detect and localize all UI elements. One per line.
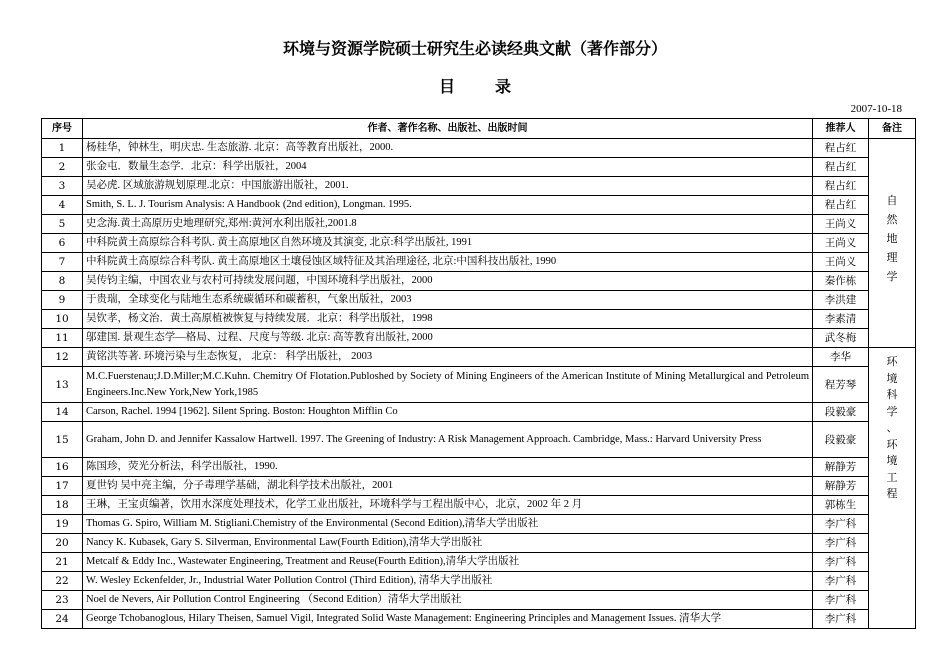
table-row: [42, 496, 916, 515]
row-citation: 吴传钧主编，中国农业与农村可持续发展问题，中国环境科学出版社，2000: [83, 272, 813, 291]
note-char: 程: [886, 487, 898, 500]
document-title: 环境与资源学院硕士研究生必读经典文献（著作部分）: [282, 39, 667, 58]
literature-table: [41, 118, 916, 629]
table-row: [42, 515, 916, 534]
row-number: 20: [42, 534, 83, 553]
table-header-row: [42, 119, 916, 139]
row-recommender: 段毅豪: [813, 403, 869, 422]
note-environmental-science: [869, 348, 916, 629]
row-recommender: 李洪建: [813, 291, 869, 310]
document-date: 2007-10-18: [850, 103, 902, 115]
row-recommender: 武冬梅: [813, 329, 869, 348]
note-char: 地: [886, 232, 898, 245]
row-citation: 中科院黄土高原综合科考队. 黄土高原地区自然环境及其演变, 北京:科学出版社, 1991: [83, 234, 813, 253]
table-row: [42, 291, 916, 310]
row-citation: 吴钦孝，杨文治．黄土高原植被恢复与持续发展．北京：科学出版社，1998: [83, 310, 813, 329]
header-content: 作者、著作名称、出版社、出版时间: [83, 119, 813, 139]
row-number: 10: [42, 310, 83, 329]
row-number: 2: [42, 158, 83, 177]
note-char: 科: [886, 388, 898, 401]
row-recommender: 李广科: [813, 553, 869, 572]
document-subtitle: 目录: [438, 77, 551, 96]
table-row: [42, 367, 916, 403]
row-number: 5: [42, 215, 83, 234]
table-row: [42, 329, 916, 348]
row-recommender: 李广科: [813, 572, 869, 591]
row-number: 3: [42, 177, 83, 196]
note-char: 学: [886, 270, 898, 283]
row-number: 6: [42, 234, 83, 253]
note-char: 然: [886, 213, 898, 226]
row-number: 17: [42, 477, 83, 496]
row-recommender: 李广科: [813, 515, 869, 534]
note-char: 环: [886, 355, 898, 368]
row-citation: Nancy K. Kubasek, Gary S. Silverman, Environmental Law(Fourth Edition),清华大学出版社: [83, 534, 813, 553]
note-char: 环: [886, 437, 898, 451]
row-number: 4: [42, 196, 83, 215]
row-recommender: 李广科: [813, 591, 869, 610]
table-row: [42, 422, 916, 458]
row-recommender: 李广科: [813, 610, 869, 629]
table-row: [42, 215, 916, 234]
note-char: 工: [886, 470, 898, 484]
row-citation: Metcalf & Eddy Inc., Wastewater Engineering, Treatment and Reuse(Fourth Edition),清华大学出版社: [83, 553, 813, 572]
row-citation: Carson, Rachel. 1994 [1962]. Silent Spring. Boston: Houghton Mifflin Co: [83, 403, 813, 422]
row-recommender: 李广科: [813, 534, 869, 553]
row-recommender: 程占红: [813, 158, 869, 177]
row-citation: George Tchobanoglous, Hilary Theisen, Samuel Vigil, Integrated Solid Waste Management: Engineering Principles and Management Issues. 清华大学: [83, 610, 813, 629]
row-number: 8: [42, 272, 83, 291]
row-recommender: 李素清: [813, 310, 869, 329]
row-recommender: 程占红: [813, 177, 869, 196]
row-citation: Noel de Nevers, Air Pollution Control Engineering （Second Edition）清华大学出版社: [83, 591, 813, 610]
table-row: [42, 591, 916, 610]
row-citation: Thomas G. Spiro, William M. Stigliani.Chemistry of the Environmental (Second Edition),清华大学出版社: [83, 515, 813, 534]
row-citation: 史念海.黄土高原历史地理研究,郑州:黄河水利出版社,2001.8: [83, 215, 813, 234]
row-citation: 夏世钧 吴中亮主编，分子毒理学基础，湖北科学技术出版社，2001: [83, 477, 813, 496]
table-row: [42, 177, 916, 196]
row-citation: 中科院黄土高原综合科考队. 黄土高原地区土壤侵蚀区域特征及其治理途径, 北京:中国科技出版社, 1990: [83, 253, 813, 272]
row-number: 7: [42, 253, 83, 272]
table-row: [42, 572, 916, 591]
row-number: 11: [42, 329, 83, 348]
row-citation: 杨桂华，钟林生，明庆忠. 生态旅游. 北京：高等教育出版社，2000.: [83, 139, 813, 158]
row-recommender: 段毅豪: [813, 422, 869, 458]
table-row: [42, 458, 916, 477]
row-recommender: 解静芳: [813, 477, 869, 496]
table-row: [42, 477, 916, 496]
note-char: 、: [886, 421, 898, 434]
table-row: [42, 158, 916, 177]
note-char: 学: [886, 404, 898, 418]
row-recommender: 解静芳: [813, 458, 869, 477]
table-body: [42, 139, 916, 629]
note-physical-geography: [869, 139, 916, 348]
row-recommender: 李华: [813, 348, 869, 367]
row-number: 16: [42, 458, 83, 477]
table-row: [42, 139, 916, 158]
note-char: 境: [886, 371, 898, 385]
row-recommender: 王尚义: [813, 234, 869, 253]
row-citation: Graham, John D. and Jennifer Kassalow Hartwell. 1997. The Greening of Industry: A Risk Management Approach. Cambridge, Mass.: Harvard University Press: [83, 422, 813, 458]
row-number: 15: [42, 422, 83, 458]
row-number: 9: [42, 291, 83, 310]
table-row: [42, 234, 916, 253]
header-num: 序号: [42, 119, 83, 139]
row-recommender: 郭栋生: [813, 496, 869, 515]
table-row: [42, 553, 916, 572]
row-number: 21: [42, 553, 83, 572]
row-number: 22: [42, 572, 83, 591]
row-number: 12: [42, 348, 83, 367]
header-recommender: 推荐人: [813, 119, 869, 139]
row-recommender: 秦作栋: [813, 272, 869, 291]
row-citation: 王琳，王宝贞编著，饮用水深度处理技术，化学工业出版社，环境科学与工程出版中心，北京，2002 年 2 月: [83, 496, 813, 515]
table-row: [42, 196, 916, 215]
note-char: 境: [886, 454, 898, 467]
row-recommender: 程占红: [813, 139, 869, 158]
row-number: 18: [42, 496, 83, 515]
row-citation: 黄铭洪等著. 环境污染与生态恢复， 北京： 科学出版社， 2003: [83, 348, 813, 367]
table-row: [42, 310, 916, 329]
row-citation: Smith, S. L. J. Tourism Analysis: A Handbook (2nd edition), Longman. 1995.: [83, 196, 813, 215]
table-row: [42, 534, 916, 553]
table-row: [42, 403, 916, 422]
row-number: 19: [42, 515, 83, 534]
header-note: 备注: [869, 119, 916, 139]
row-citation: M.C.Fuerstenau;J.D.Miller;M.C.Kuhn. Chemitry Of Flotation.Publoshed by Society of Mining Engineers of the American Institute of Mining Metallurgical and Petroleum Engineers.Inc.New York,New York,1985: [83, 367, 813, 403]
row-citation: 陈国珍，荧光分析法，科学出版社，1990.: [83, 458, 813, 477]
row-citation: 吴必虎. 区域旅游规划原理.北京：中国旅游出版社，2001.: [83, 177, 813, 196]
row-recommender: 程芳琴: [813, 367, 869, 403]
row-citation: 于贵瑞，全球变化与陆地生态系统碳循环和碳蓄积，气象出版社，2003: [83, 291, 813, 310]
table-row: [42, 348, 916, 367]
row-recommender: 王尚义: [813, 215, 869, 234]
note-char: 自: [886, 194, 898, 207]
row-number: 23: [42, 591, 83, 610]
row-number: 24: [42, 610, 83, 629]
row-number: 13: [42, 367, 83, 403]
row-recommender: 程占红: [813, 196, 869, 215]
table-row: [42, 253, 916, 272]
note-char: 理: [886, 251, 898, 264]
row-recommender: 王尚义: [813, 253, 869, 272]
row-citation: 邬建国. 景观生态学—格局、过程、尺度与等级. 北京: 高等教育出版社, 2000: [83, 329, 813, 348]
row-number: 1: [42, 139, 83, 158]
row-number: 14: [42, 403, 83, 422]
row-citation: W. Wesley Eckenfelder, Jr., Industrial Water Pollution Control (Third Edition), 清华大学出版社: [83, 572, 813, 591]
row-citation: 张金屯．数量生态学．北京：科学出版社，2004: [83, 158, 813, 177]
table-row: [42, 610, 916, 629]
table-row: [42, 272, 916, 291]
